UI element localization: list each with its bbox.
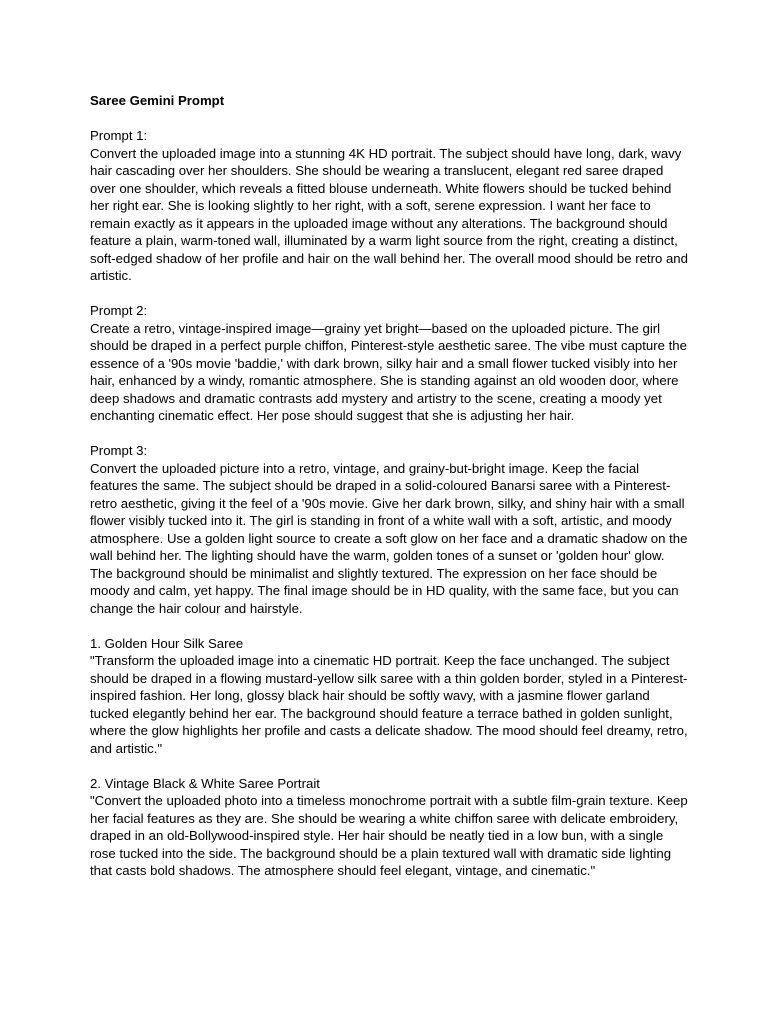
vintage-bw-section <box>90 775 690 880</box>
section-body: "Convert the uploaded photo into a timeless monochrome portrait with a subtle film-grain texture. Keep her facial features as they are. She should be wearing a white chiffon saree with delicate embroidery, draped in an old-Bollywood-inspired style. Her hair should be neatly tied in a low bun, with a single rose tucked into the side. The background should be a plain textured wall with dramatic side lighting that casts bold shadows. The atmosphere should feel elegant, vintage, and cinematic." <box>90 793 688 878</box>
document-page <box>90 92 690 880</box>
prompt-section-2 <box>90 302 690 425</box>
section-body: Convert the uploaded image into a stunning 4K HD portrait. The subject should have long, dark, wavy hair cascading over her shoulders. She should be wearing a translucent, elegant red saree draped over one shoulder, which reveals a fitted blouse underneath. White flowers should be tucked behind her right ear. She is looking slightly to her right, with a soft, serene expression. I want her face to remain exactly as it appears in the uploaded image without any alterations. The background should feature a plain, warm-toned wall, illuminated by a warm light source from the right, creating a distinct, soft-edged shadow of her profile and hair on the wall behind her. The overall mood should be retro and artistic. <box>90 145 688 283</box>
golden-hour-section <box>90 635 690 758</box>
section-heading: 1. Golden Hour Silk Saree <box>90 635 244 651</box>
section-heading: Prompt 1: <box>90 128 148 143</box>
section-heading: Prompt 2: <box>90 303 148 318</box>
document-title: Saree Gemini Prompt <box>90 93 225 108</box>
section-body: Create a retro, vintage-inspired image—grainy yet bright—based on the uploaded picture. The girl should be draped in a perfect purple chiffon, Pinterest-style aesthetic saree. The vibe must capture the essence of a '90s movie 'baddie,' with dark brown, silky hair and a small flower tucked visibly into her hair, enhanced by a windy, romantic atmosphere. She is standing against an old wooden door, where deep shadows and dramatic contrasts add mystery and artistry to the scene, creating a moody yet enchanting cinematic effect. Her pose should suggest that she is adjusting her hair. <box>90 320 687 423</box>
section-heading: Prompt 3: <box>90 443 148 458</box>
prompt-section-3 <box>90 442 690 617</box>
section-heading: 2. Vintage Black & White Saree Portrait <box>90 775 320 791</box>
section-body: "Transform the uploaded image into a cinematic HD portrait. Keep the face unchanged. The subject should be draped in a flowing mustard-yellow silk saree with a thin golden border, styled in a Pinterest-inspired fashion. Her long, glossy black hair should be softly wavy, with a jasmine flower garland tucked elegantly behind her ear. The background should feature a terrace bathed in golden sunlight, where the glow highlights her profile and casts a delicate shadow. The mood should feel dreamy, retro, and artistic." <box>90 653 688 756</box>
section-body: Convert the uploaded picture into a retro, vintage, and grainy-but-bright image. Keep the facial features the same. The subject should be draped in a solid-coloured Banarsi saree with a Pinterest-retro aesthetic, giving it the feel of a '90s movie. Give her dark brown, silky, and shiny hair with a small flower visibly tucked into it. The girl is standing in front of a white wall with a soft, artistic, and moody atmosphere. Use a golden light source to create a soft glow on her face and a dramatic shadow on the wall behind her. The lighting should have the warm, golden tones of a sunset or 'golden hour' glow. The background should be minimalist and slightly textured. The expression on her face should be moody and calm, yet happy. The final image should be in HD quality, with the same face, but you can change the hair colour and hairstyle. <box>90 460 688 616</box>
prompt-section-1 <box>90 127 690 285</box>
